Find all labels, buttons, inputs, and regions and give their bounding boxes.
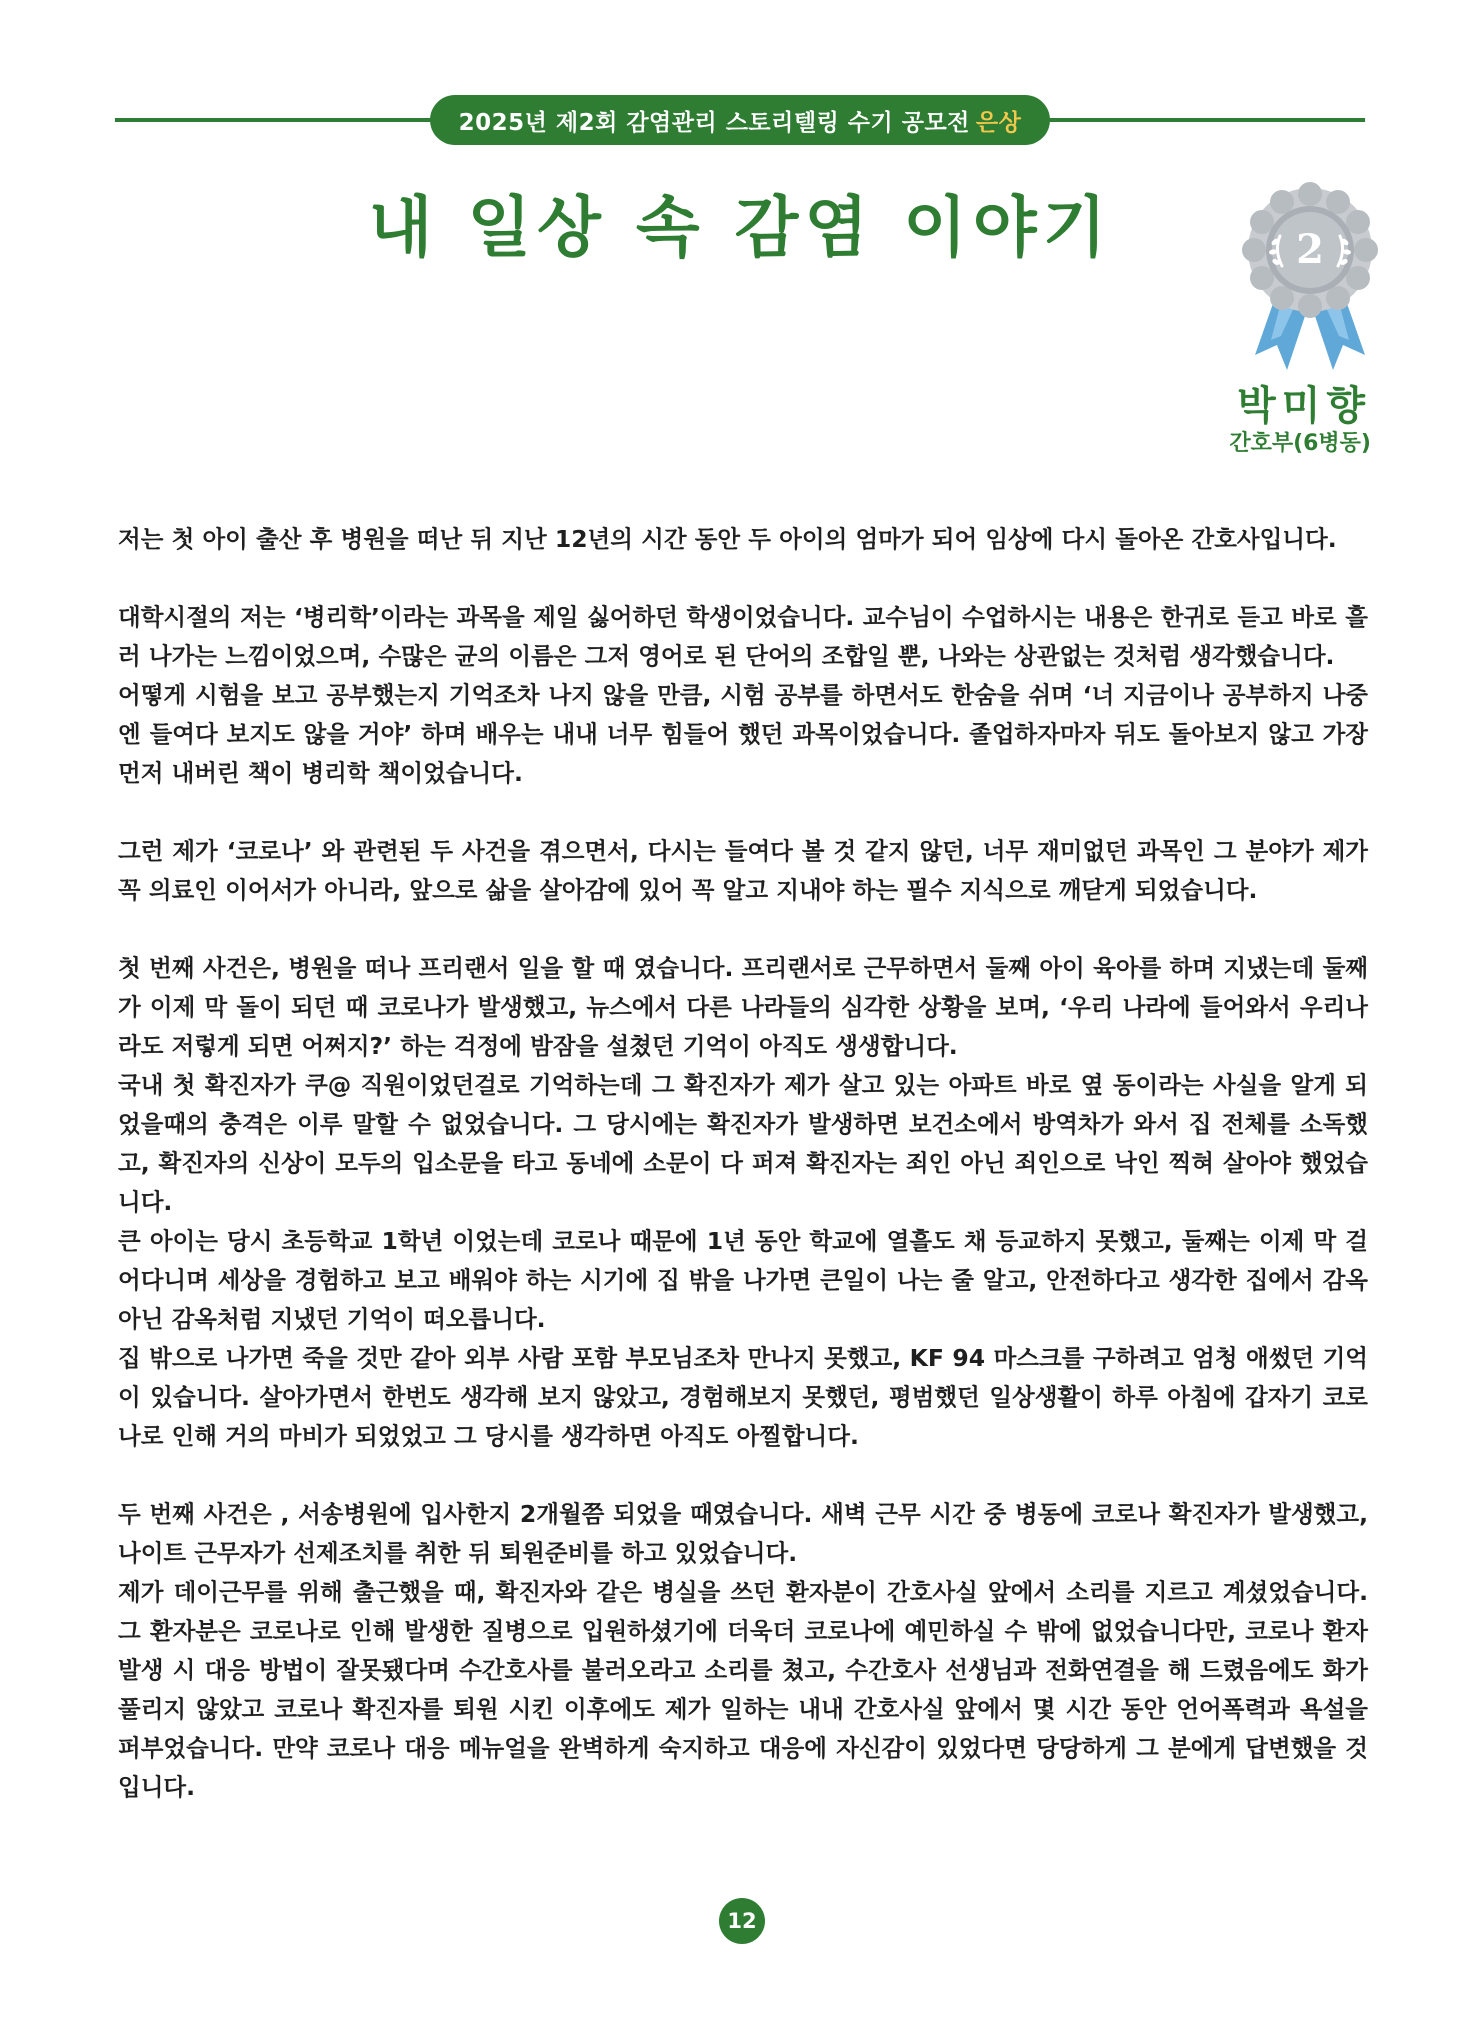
paragraph: 두 번째 사건은 , 서송병원에 입사한지 2개월쯤 되었을 때였습니다. 새벽 근무 시간 중 병동에 코로나 확진자가 발생했고, 나이트 근무자가 선제조치를 취한 뒤 퇴원준비를 하고 있었습니다. [118, 1500, 1368, 1567]
silver-medal-ribbon-icon [1235, 180, 1385, 375]
medal-rank: 2 [1296, 226, 1324, 273]
paragraph: 저는 첫 아이 출산 후 병원을 떠난 뒤 지난 12년의 시간 동안 두 아이의 엄마가 되어 임상에 다시 돌아온 간호사입니다. [118, 525, 1337, 553]
paragraph: 그런 제가 ‘코로나’ 와 관련된 두 사건을 겪으면서, 다시는 들여다 볼 것 같지 않던, 너무 재미없던 과목인 그 분야가 제가 꼭 의료인 이어서가 아니라, 앞으로 삶을 살아감에 있어 꼭 알고 지내야 하는 필수 지식으로 깨닫게 되었습니다. [118, 837, 1368, 904]
essay-body [118, 520, 1368, 1807]
author-name: 박미향 [1237, 383, 1371, 429]
contest-banner [430, 95, 1050, 145]
paragraph: 큰 아이는 당시 초등학교 1학년 이었는데 코로나 때문에 1년 동안 학교에 열흘도 채 등교하지 못했고, 둘째는 이제 막 걸어다니며 세상을 경험하고 보고 배워야 하는 시기에 집 밖을 나가면 큰일이 나는 줄 알고, 안전하다고 생각한 집에서 감옥 아닌 감옥처럼 지냈던 기억이 떠오릅니다. [118, 1227, 1368, 1333]
paragraph: 첫 번째 사건은, 병원을 떠나 프리랜서 일을 할 때 였습니다. 프리랜서로 근무하면서 둘째 아이 육아를 하며 지냈는데 둘째가 이제 막 돌이 되던 때 코로나가 발생했고, 뉴스에서 다른 나라들의 심각한 상황을 보며, ‘우리 나라에 들어와서 우리나라도 저렇게 되면 어쩌지?’ 하는 걱정에 밤잠을 설쳤던 기억이 아직도 생생합니다. [118, 954, 1368, 1060]
paragraph: 어떻게 시험을 보고 공부했는지 기억조차 나지 않을 만큼, 시험 공부를 하면서도 한숨을 쉬며 ‘너 지금이나 공부하지 나중엔 들여다 보지도 않을 거야’ 하며 배우는 내내 너무 힘들어 했던 과목이었습니다. 졸업하자마자 뒤도 돌아보지 않고 가장 먼저 내버린 책이 병리학 책이었습니다. [118, 681, 1368, 787]
paragraph: 대학시절의 저는 ‘병리학’이라는 과목을 제일 싫어하던 학생이었습니다. 교수님이 수업하시는 내용은 한귀로 듣고 바로 흘러 나가는 느낌이었으며, 수많은 균의 이름은 그저 영어로 된 단어의 조합일 뿐, 나와는 상관없는 것처럼 생각했습니다. [118, 603, 1368, 670]
paragraph: 집 밖으로 나가면 죽을 것만 같아 외부 사람 포함 부모님조차 만나지 못했고, KF 94 마스크를 구하려고 엄청 애썼던 기억이 있습니다. 살아가면서 한번도 생각해 보지 않았고, 경험해보지 못했던, 평범했던 일상생활이 하루 아침에 갑자기 코로나로 인해 거의 마비가 되었었고 그 당시를 생각하면 아직도 아찔합니다. [118, 1344, 1368, 1450]
author-department: 간호부(6병동) [1229, 431, 1371, 456]
paragraph: 국내 첫 확진자가 쿠@ 직원이었던걸로 기억하는데 그 확진자가 제가 살고 있는 아파트 바로 옆 동이라는 사실을 알게 되었을때의 충격은 이루 말할 수 없었습니다. 그 당시에는 확진자가 발생하면 보건소에서 방역차가 와서 집 전체를 소독했고, 확진자의 신상이 모두의 입소문을 타고 동네에 소문이 다 퍼져 확진자는 죄인 아닌 죄인으로 낙인 찍혀 살아야 했었습니다. [118, 1071, 1368, 1216]
paragraph: 제가 데이근무를 위해 출근했을 때, 확진자와 같은 병실을 쓰던 환자분이 간호사실 앞에서 소리를 지르고 계셨었습니다. 그 환자분은 코로나로 인해 발생한 질병으로 입원하셨기에 더욱더 코로나에 예민하실 수 밖에 없었습니다만, 코로나 환자 발생 시 대응 방법이 잘못됐다며 수간호사를 불러오라고 소리를 쳤고, 수간호사 선생님과 전화연결을 해 드렸음에도 화가 풀리지 않았고 코로나 확진자를 퇴원 시킨 이후에도 제가 일하는 내내 간호사실 앞에서 몇 시간 동안 언어폭력과 욕설을 퍼부었습니다. 만약 코로나 대응 메뉴얼을 완벽하게 숙지하고 대응에 자신감이 있었다면 당당하게 그 분에게 답변했을 것입니다. [118, 1578, 1368, 1801]
page-title: 내 일상 속 감염 이야기 [368, 189, 1113, 266]
award-label: 은상 [975, 109, 1022, 136]
contest-title: 2025년 제2회 감염관리 스토리텔링 수기 공모전 [458, 109, 970, 136]
page-number: 12 [719, 1898, 765, 1944]
